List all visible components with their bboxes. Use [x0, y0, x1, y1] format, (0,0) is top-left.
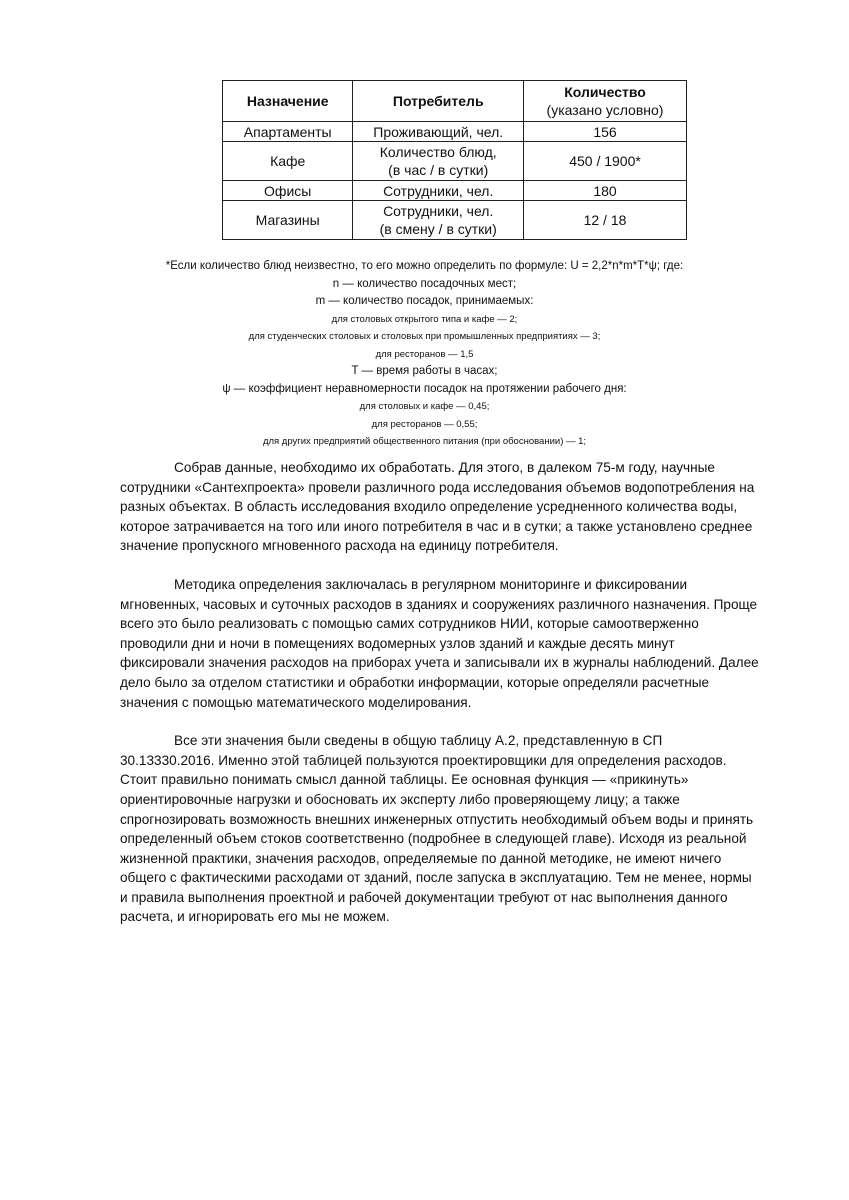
consumers-table	[222, 80, 687, 240]
table-row	[223, 122, 687, 142]
formula-notes	[100, 258, 749, 451]
table-row	[223, 142, 687, 181]
paragraph: Все эти значения были сведены в общую таблицу А.2, представленную в СП 30.13330.2016. Именно этой таблицей пользуются проектировщики для определения расходов. Стоит правильно понимать смысл данной таблицы. Ее основная функция — «прикинуть» ориентировочные нагрузки и обосновать их эксперту либо проверяющему лицу; а также спрогнозировать возможность внешних инженерных отпустить необходимый объем воды и принять определенный объем стоков соответственно (подробнее в следующей главе). Исходя из реальной жизненной практики, значения расходов, определяемые по данной методике, не имеют ничего общего с фактическими расходами от зданий, после запуска в эксплуатацию. Тем не менее, нормы и правила выполнения проектной и рабочей документации требуют от нас выполнения данного расчета, и игнорировать его мы не можем.	[120, 733, 754, 925]
header-quantity	[524, 81, 687, 122]
cell-consumer: Проживающий, чел.	[353, 122, 524, 142]
cell-quantity: 12 / 18	[524, 201, 687, 240]
header-quantity-label: Количество	[564, 84, 646, 100]
note-line: для ресторанов — 0,55;	[371, 418, 478, 430]
cell-purpose: Апартаменты	[223, 122, 353, 142]
note-line: для других предприятий общественного питания (при обосновании) — 1;	[262, 436, 587, 447]
cell-quantity: 450 / 1900*	[524, 142, 687, 181]
cell-purpose: Магазины	[223, 201, 353, 240]
note-line: n — количество посадочных мест;	[332, 277, 517, 290]
note-line: для студенческих столовых и столовых при промышленных предприятиях — 3;	[248, 331, 601, 342]
header-purpose: Назначение	[223, 81, 353, 122]
note-line: для столовых и кафе — 0,45;	[359, 401, 490, 412]
note-line: ψ — коэффициент неравномерности посадок на протяжении рабочего дня:	[222, 382, 627, 395]
cell-purpose: Кафе	[223, 142, 353, 181]
note-line: для ресторанов — 1,5	[375, 348, 474, 360]
cell-consumer-line: (в час / в сутки)	[388, 162, 489, 178]
table-row	[223, 201, 687, 240]
cell-consumer-line: Количество блюд,	[379, 144, 497, 160]
paragraph: Собрав данные, необходимо их обработать. Для этого, в далеком 75-м году, научные сотрудники «Сантехпроекта» провели различного рода исследования объемов водопотребления на разных объектах. В область исследования входило определение усредненного количества воды, которое затрачивается на того или иного потребителя в час и в сутки; а также установлено среднее значение пропускного мгновенного расхода на единицу потребителя.	[120, 460, 755, 554]
note-line: m — количество посадок, принимаемых:	[315, 295, 534, 307]
header-consumer: Потребитель	[353, 81, 524, 122]
paragraph: Методика определения заключалась в регулярном мониторинге и фиксировании мгновенных, часовых и суточных расходов в зданиях и сооружениях различного назначения. Проще всего это было реализовать с помощью самих сотрудников НИИ, которые самоотверженно проводили дни и ночи в помещениях водомерных узлов зданий и каждые десять минут фиксировали значения расходов на приборах учета и записывали их в журналы наблюдений. Далее дело было за отделом статистики и обработки информации, которые определяли расчетные значения с помощью математического моделирования.	[120, 576, 759, 710]
cell-consumer: Сотрудники, чел.	[353, 181, 524, 201]
cell-quantity: 180	[524, 181, 687, 201]
cell-quantity: 156	[524, 122, 687, 142]
note-line: для столовых открытого типа и кафе — 2;	[331, 313, 518, 325]
note-line-formula: *Если количество блюд неизвестно, то его можно определить по формуле: U = 2,2*n*m*T*ψ; где:	[165, 260, 684, 272]
note-line: T — время работы в часах;	[351, 365, 498, 377]
cell-consumer	[353, 142, 524, 181]
body-text	[120, 458, 760, 946]
table-header-row	[223, 81, 687, 122]
cell-consumer-line: (в смену / в сутки)	[379, 221, 497, 237]
cell-consumer	[353, 201, 524, 240]
table-row	[223, 181, 687, 201]
header-quantity-note: (указано условно)	[546, 102, 664, 118]
cell-consumer-line: Сотрудники, чел.	[383, 203, 494, 219]
cell-purpose: Офисы	[223, 181, 353, 201]
